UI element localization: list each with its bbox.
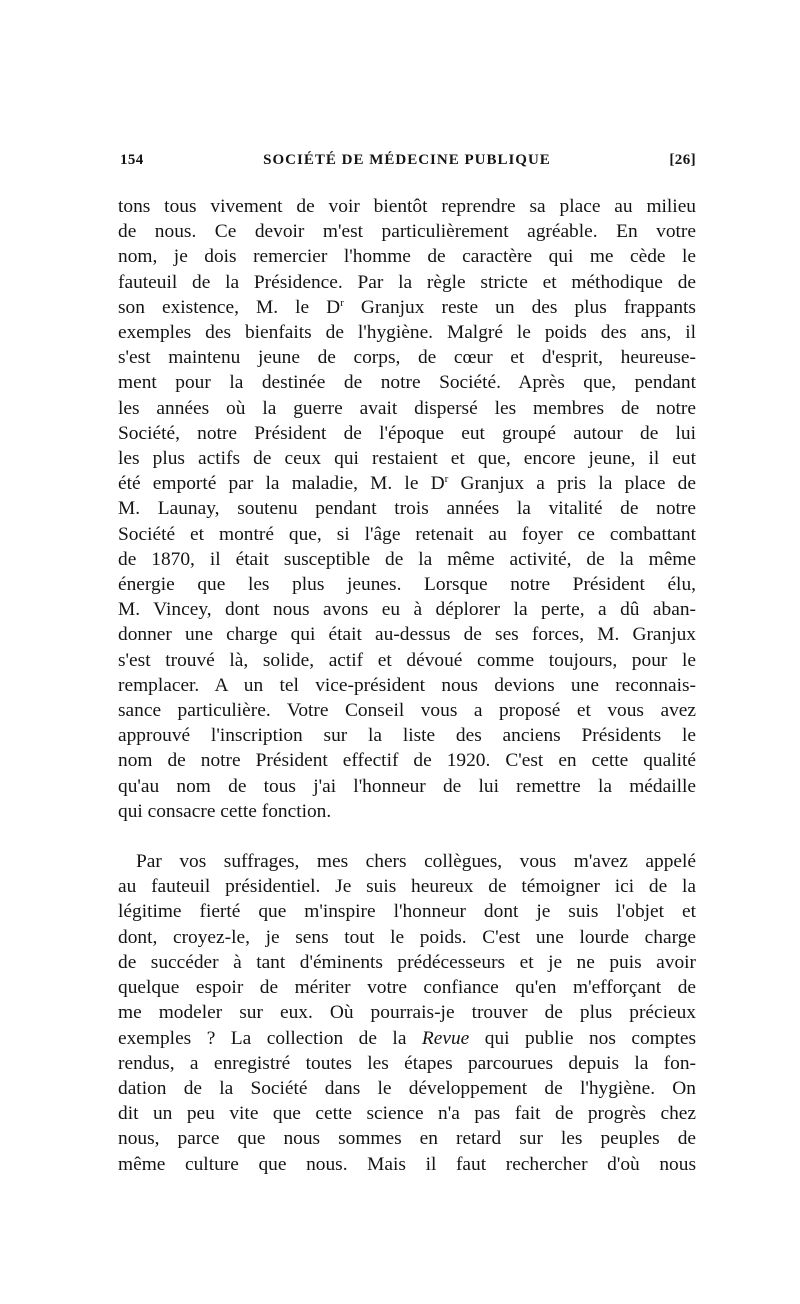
text-line: M. Launay, soutenu pendant trois années la vitalité de notre [118,498,696,520]
text-run: Granjux a pris la place de [448,473,696,495]
text-line: donner une charge qui était au-dessus de ses forces, M. Granjux [118,624,696,646]
text-line: légitime fierté que m'inspire l'honneur dont je suis l'objet et [118,901,696,923]
text-line: rendus, a enregistré toutes les étapes parcourues depuis la fon- [118,1052,696,1074]
journal-title: Revue [421,1027,470,1049]
text-line: qui consacre cette fonction. [118,800,332,822]
running-header [118,152,696,176]
text-line: fauteuil de la Présidence. Par la règle stricte et méthodique de [118,271,696,293]
page-number: 154 [120,152,144,168]
text-line: Par vos suffrages, mes chers collègues, vous m'avez appelé [136,851,696,873]
text-line: énergie que les plus jeunes. Lorsque notre Président élu, [118,574,696,596]
text-line: s'est maintenu jeune de corps, de cœur et d'esprit, heureuse- [118,347,696,369]
text-line: quelque espoir de mériter votre confiance qu'en m'efforçant de [118,977,696,999]
text-line: qu'au nom de tous j'ai l'honneur de lui remettre la médaille [118,775,696,797]
text-line: même culture que nous. Mais il faut rechercher d'où nous [118,1153,696,1175]
text-line: me modeler sur eux. Où pourrais-je trouver de plus précieux [118,1002,696,1024]
text-line: Société, notre Président de l'époque eut groupé autour de lui [118,422,696,444]
text-line: sance particulière. Votre Conseil vous a proposé et vous avez [118,700,696,722]
text-line: de nous. Ce devoir m'est particulièrement agréable. En votre [118,221,696,243]
text-line: au fauteuil présidentiel. Je suis heureux de témoigner ici de la [118,876,696,898]
text-run: Granjux reste un des plus frappants [343,296,696,318]
paragraph-2 [118,849,696,1177]
paragraph-1 [118,194,696,824]
text-line [118,471,696,496]
text-line: de succéder à tant d'éminents prédécesseurs et je ne puis avoir [118,951,696,973]
text-line: Société et montré que, si l'âge retenait au foyer ce combattant [118,523,696,545]
text-line: dation de la Société dans le développement de l'hygiène. On [118,1077,696,1099]
text-run: son existence, M. le D [118,296,341,318]
superscript: r [444,473,449,486]
text-line: dont, croyez-le, je sens tout le poids. C'est une lourde charge [118,926,696,948]
text-line: tons tous vivement de voir bientôt reprendre sa place au milieu [118,196,696,217]
text-line: nom de notre Président effectif de 1920. C'est en cette qualité [118,750,696,772]
text-line: les plus actifs de ceux qui restaient et que, encore jeune, il eut [118,448,696,470]
text-line: M. Vincey, dont nous avons eu à déplorer la perte, a dû aban- [118,599,696,621]
text-line: s'est trouvé là, solide, actif et dévoué comme toujours, pour le [118,649,696,671]
text-line: ment pour la destinée de notre Société. Après que, pendant [118,372,696,394]
page-reference: [26] [669,152,696,168]
text-line: remplacer. A un tel vice-président nous devions une reconnais- [118,674,696,696]
text-run: été emporté par la maladie, M. le D [118,473,445,495]
running-title: SOCIÉTÉ DE MÉDECINE PUBLIQUE [263,152,551,168]
text-line: approuvé l'inscription sur la liste des anciens Présidents le [118,725,696,747]
text-line: nous, parce que nous sommes en retard sur les peuples de [118,1128,696,1150]
text-run: exemples ? La collection de la [118,1027,422,1049]
text-run: qui publie nos comptes [469,1027,696,1049]
text-line: de 1870, il était susceptible de la même activité, de la même [118,548,696,570]
text-line: les années où la guerre avait dispersé les membres de notre [118,397,696,419]
text-line: dit un peu vite que cette science n'a pas fait de progrès chez [118,1103,696,1125]
superscript: r [340,296,344,309]
document-page [118,152,696,1177]
text-line [118,1026,696,1051]
text-line: exemples des bienfaits de l'hygiène. Malgré le poids des ans, il [118,322,696,344]
text-line: nom, je dois remercier l'homme de caractère qui me cède le [118,246,696,268]
text-line [118,295,696,320]
